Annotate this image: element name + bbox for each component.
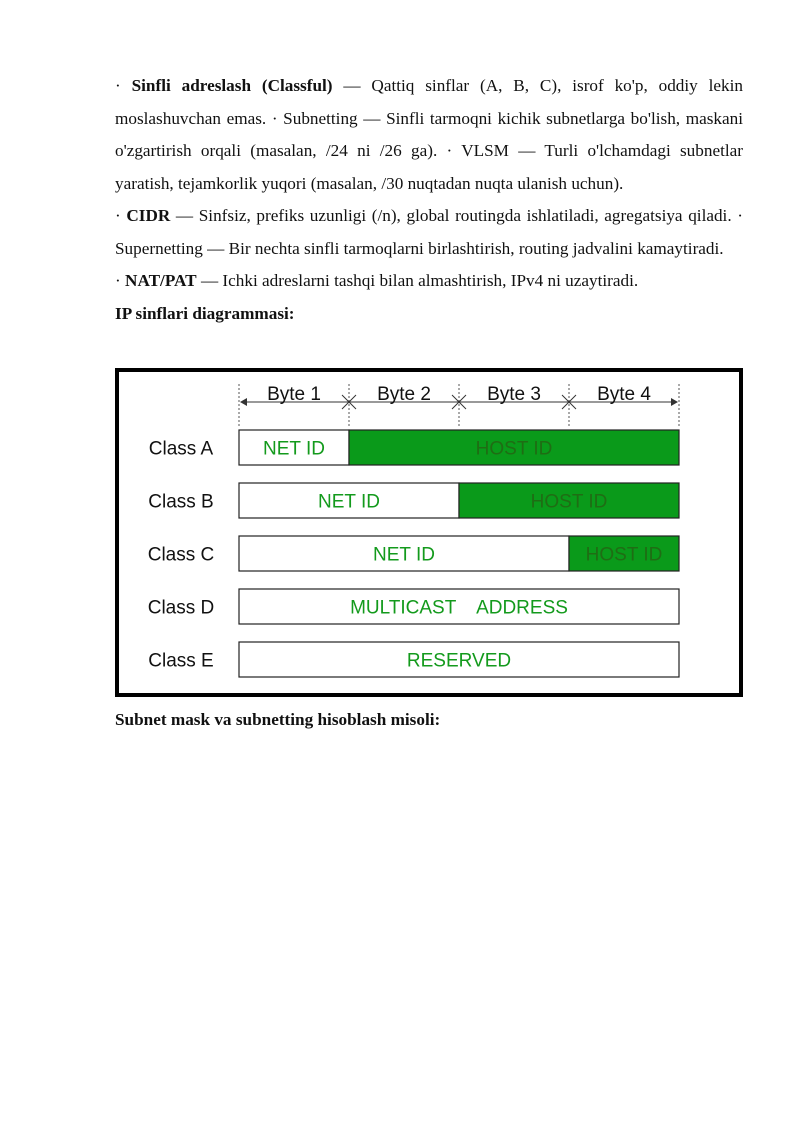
byte-label: Byte 2 bbox=[377, 384, 431, 405]
byte-label: Byte 3 bbox=[487, 384, 541, 405]
term-classful: Sinfli adreslash (Classful) bbox=[131, 76, 333, 95]
paragraph-cidr bbox=[115, 200, 743, 265]
segment-label: MULTICAST ADDRESS bbox=[350, 597, 568, 619]
paragraph-text: — Qattiq sinflar (A, B, C), isrof ko'p, oddiy lekin moslashuvchan emas. · Subnetting — Sinfli tarmoqni kichik subnetlarga bo'lish, maskani o'zgartirish orqali (masalan, /24 ni /26 ga). · VLSM — Turli o'lchamdagi subnetlar yaratish, tejamkorlik yuqori (masalan, /30 nuqtadan nuqta ulanish uchun). bbox=[115, 76, 743, 193]
class-label: Class A bbox=[148, 438, 214, 460]
class-label: Class D bbox=[147, 597, 215, 619]
segment-label: HOST ID bbox=[585, 544, 663, 566]
text-content bbox=[115, 70, 743, 330]
paragraph-text: — Ichki adreslarni tashqi bilan almashtirish, IPv4 ni uzaytiradi. bbox=[196, 271, 639, 290]
bullet: · bbox=[115, 271, 126, 290]
segment-label: HOST ID bbox=[475, 438, 553, 460]
byte-label: Byte 1 bbox=[267, 384, 321, 405]
diagram-heading: IP sinflari diagrammasi: bbox=[115, 303, 295, 323]
segment-label: NET ID bbox=[263, 438, 325, 460]
ip-classes-diagram bbox=[115, 368, 743, 697]
term-cidr: CIDR bbox=[126, 206, 171, 225]
paragraph-classful bbox=[115, 70, 743, 200]
byte-label: Byte 4 bbox=[597, 384, 651, 405]
class-label: Class E bbox=[148, 650, 214, 672]
byte-span-arrowhead-right bbox=[671, 398, 678, 406]
term-nat: NAT/PAT bbox=[125, 271, 197, 290]
paragraph-text: — Sinfsiz, prefiks uzunligi (/n), global routingda ishlatiladi, agregatsiya qiladi. · Supernetting — Bir nechta sinfli tarmoqlarni birlashtirish, routing jadvalini kamaytiradi. bbox=[115, 206, 743, 258]
bullet: · bbox=[115, 206, 127, 225]
class-label: Class C bbox=[147, 544, 215, 566]
paragraph-nat bbox=[115, 265, 743, 298]
ip-classes-diagram-svg bbox=[119, 372, 739, 693]
segment-label: NET ID bbox=[318, 491, 380, 513]
subnet-heading: Subnet mask va subnetting hisoblash misoli: bbox=[115, 710, 441, 729]
segment-label: RESERVED bbox=[406, 650, 512, 672]
segment-label: NET ID bbox=[373, 544, 435, 566]
segment-label: HOST ID bbox=[530, 491, 608, 513]
bullet: · bbox=[115, 76, 132, 95]
byte-span-arrowhead-left bbox=[240, 398, 247, 406]
class-label: Class B bbox=[148, 491, 214, 513]
